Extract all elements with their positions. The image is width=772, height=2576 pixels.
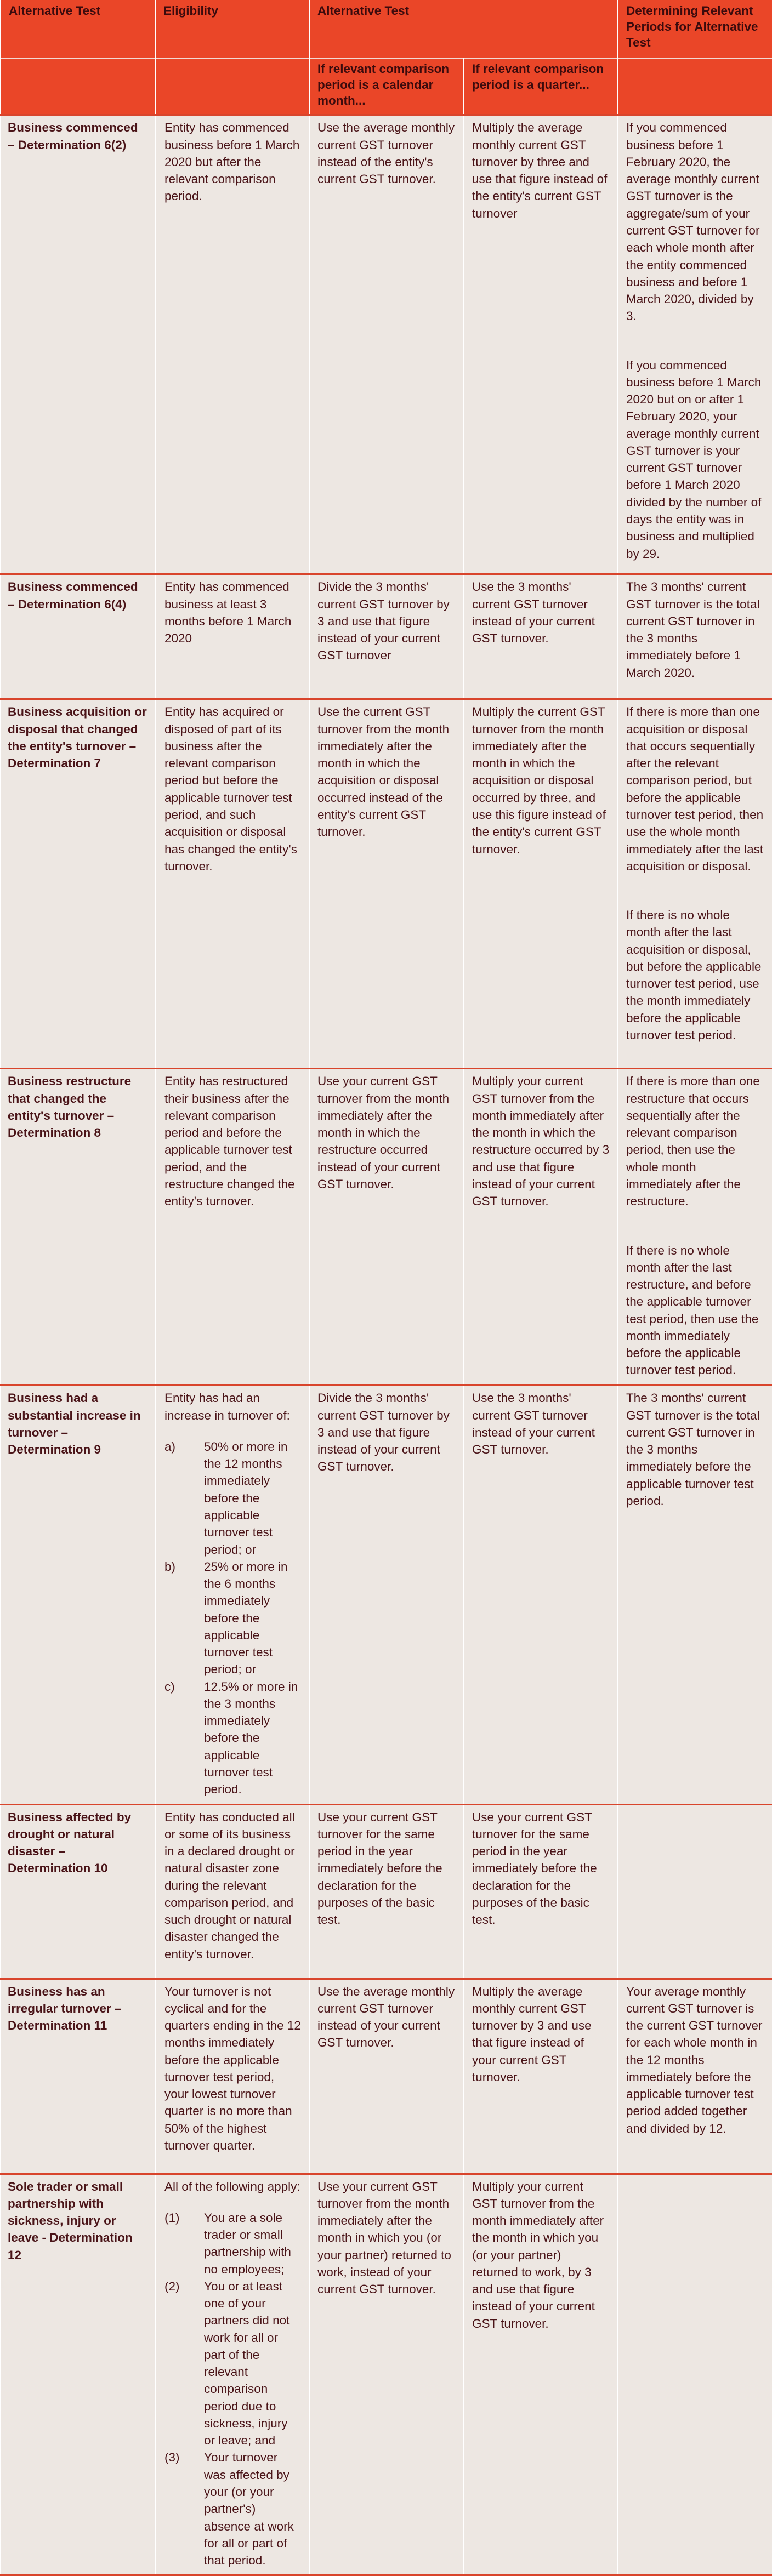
list-marker: (3) [164, 2450, 180, 2465]
row-eligibility [155, 2174, 309, 2575]
table-row [1, 1804, 772, 1979]
periods-paragraph: If you commenced business before 1 March 2020 but on or after 1 February 2020, your average monthly current GST turnover is your current GST turnover before 1 March 2020 divided by the number of days the entity was in business and multiplied by 29. [626, 358, 762, 561]
row-relevant-periods [618, 574, 772, 699]
list-text: 25% or more in the 6 months immediately before the applicable turnover test period; or [204, 1559, 288, 1677]
row-test-name: Business restructure that changed the entity's turnover – Determination 8 [1, 1069, 155, 1386]
row-relevant-periods [618, 1069, 772, 1386]
row-test-name: Business commenced – Determination 6(4) [1, 574, 155, 699]
row-relevant-periods [618, 2174, 772, 2575]
header-alternative-test: Alternative Test [1, 0, 155, 59]
subheader-empty-2 [155, 59, 309, 115]
row-quarterly-calc: Multiply the average monthly current GST turnover by 3 and use that figure instead of your current GST turnover. [464, 1979, 618, 2174]
table-row [1, 115, 772, 574]
header-relevant-periods: Determining Relevant Periods for Alternative Test [618, 0, 772, 59]
list-text: You are a sole trader or small partnership with no employees; [204, 2210, 291, 2276]
row-eligibility: Your turnover is not cyclical and for the quarters ending in the 12 months immediately before the applicable turnover test period, your lowest turnover quarter is no more than 50% of the highest turnover quarter. [155, 1979, 309, 2174]
table-row [1, 2174, 772, 2575]
header-alternative-test-calc: Alternative Test [309, 0, 618, 59]
list-item [164, 1558, 301, 1678]
periods-paragraph: If there is no whole month after the last acquisition or disposal, but before the applicable turnover test period, use the month immediately before the applicable turnover test period. [626, 908, 762, 1042]
list-item [164, 1678, 301, 1798]
row-eligibility: Entity has commenced business before 1 March 2020 but after the relevant comparison period. [155, 115, 309, 574]
row-monthly-calc: Use your current GST turnover from the month immediately after the month in which you (or your partner) returned to work, instead of your current GST turnover. [309, 2174, 464, 2575]
list-text: You or at least one of your partners did not work for all or part of the relevant comparison period due to sickness, injury or leave; and [204, 2279, 290, 2448]
list-marker: c) [164, 1679, 175, 1694]
periods-paragraph: The 3 months' current GST turnover is the total current GST turnover in the 3 months immediately before the applicable turnover test period. [626, 1391, 760, 1508]
eligibility-list [164, 2209, 301, 2569]
row-test-name: Sole trader or small partnership with sickness, injury or leave - Determination 12 [1, 2174, 155, 2575]
row-quarterly-calc: Use the 3 months' current GST turnover instead of your current GST turnover. [464, 1386, 618, 1804]
row-quarterly-calc: Use your current GST turnover for the same period in the year immediately before the declaration for the purposes of the basic test. [464, 1804, 618, 1979]
list-text: 50% or more in the 12 months immediately before the applicable turnover test period; or [204, 1439, 288, 1557]
row-relevant-periods [618, 699, 772, 1069]
row-monthly-calc: Use the average monthly current GST turnover instead of the entity's current GST turnover. [309, 115, 464, 574]
periods-paragraph: If there is no whole month after the last restructure, and before the applicable turnover test period, then use the month immediately before the applicable turnover test period. [626, 1243, 759, 1377]
list-item [164, 2209, 301, 2278]
table-row [1, 699, 772, 1069]
row-quarterly-calc: Multiply your current GST turnover from the month immediately after the month in which the restructure occurred by 3 and use that figure instead of your current GST turnover. [464, 1069, 618, 1386]
row-eligibility: Entity has conducted all or some of its business in a declared drought or natural disaster zone during the relevant comparison period, and such drought or natural disaster changed the entity's turnover. [155, 1804, 309, 1979]
row-monthly-calc: Divide the 3 months' current GST turnover by 3 and use that figure instead of your current GST turnover [309, 574, 464, 699]
list-text: 12.5% or more in the 3 months immediately before the applicable turnover test period. [204, 1679, 298, 1797]
row-test-name: Business affected by drought or natural disaster – Determination 10 [1, 1804, 155, 1979]
row-quarterly-calc: Multiply the average monthly current GST turnover by three and use that figure instead of the entity's current GST turnover [464, 115, 618, 574]
periods-paragraph: If there is more than one restructure that occurs sequentially after the relevant comparison period, then use the whole month immediately after the restructure. [626, 1074, 760, 1209]
row-monthly-calc: Use your current GST turnover for the same period in the year immediately before the declaration for the purposes of the basic test. [309, 1804, 464, 1979]
row-monthly-calc: Use the average monthly current GST turnover instead of your current GST turnover. [309, 1979, 464, 2174]
header-eligibility: Eligibility [155, 0, 309, 59]
row-test-name: Business had a substantial increase in turnover – Determination 9 [1, 1386, 155, 1804]
list-marker: a) [164, 1439, 176, 1454]
list-item [164, 2278, 301, 2449]
row-monthly-calc: Divide the 3 months' current GST turnover by 3 and use that figure instead of your current GST turnover. [309, 1386, 464, 1804]
row-relevant-periods [618, 1979, 772, 2174]
list-item [164, 2449, 301, 2569]
row-test-name: Business has an irregular turnover – Determination 11 [1, 1979, 155, 2174]
row-eligibility [155, 1386, 309, 1804]
periods-paragraph: The 3 months' current GST turnover is the total current GST turnover in the 3 months immediately before 1 March 2020. [626, 580, 760, 680]
subheader-empty-5 [618, 59, 772, 115]
row-quarterly-calc: Multiply the current GST turnover from the month immediately after the month in which the acquisition or disposal occurred by three, and use this figure instead of the entity's current GST turnover. [464, 699, 618, 1069]
eligibility-list [164, 1438, 301, 1798]
list-marker: b) [164, 1559, 176, 1574]
eligibility-intro: All of the following apply: [164, 2179, 300, 2193]
subheader-calendar-month: If relevant comparison period is a calendar month... [309, 59, 464, 115]
table-row [1, 1069, 772, 1386]
row-quarterly-calc: Use the 3 months' current GST turnover instead of your current GST turnover. [464, 574, 618, 699]
row-test-name: Business commenced – Determination 6(2) [1, 115, 155, 574]
subheader-empty-1 [1, 59, 155, 115]
row-test-name: Business acquisition or disposal that changed the entity's turnover – Determination 7 [1, 699, 155, 1069]
eligibility-intro: Entity has had an increase in turnover of: [164, 1391, 290, 1422]
row-quarterly-calc: Multiply your current GST turnover from the month immediately after the month in which you (or your partner) returned to work, by 3 and use that figure instead of your current GST turnover. [464, 2174, 618, 2575]
periods-paragraph: Your average monthly current GST turnover is the current GST turnover for each whole month in the 12 months immediately before the applicable turnover test period added together and divided by 12. [626, 1984, 763, 2135]
list-marker: (2) [164, 2279, 180, 2293]
periods-paragraph: If you commenced business before 1 February 2020, the average monthly current GST turnover is the aggregate/sum of your current GST turnover for each whole month after the entity commenced business and before 1 March 2020, divided by 3. [626, 121, 760, 323]
row-relevant-periods [618, 1804, 772, 1979]
list-text: Your turnover was affected by your (or your partner's) absence at work for all or part of that period. [204, 2450, 294, 2568]
row-eligibility: Entity has restructured their business after the relevant comparison period and before the applicable turnover test period, and the restructure changed the entity's turnover. [155, 1069, 309, 1386]
row-relevant-periods [618, 1386, 772, 1804]
row-relevant-periods [618, 115, 772, 574]
table-row [1, 574, 772, 699]
row-monthly-calc: Use your current GST turnover from the month immediately after the month in which the restructure occurred instead of your current GST turnover. [309, 1069, 464, 1386]
list-marker: (1) [164, 2210, 180, 2225]
list-item [164, 1438, 301, 1558]
row-monthly-calc: Use the current GST turnover from the month immediately after the month in which the acquisition or disposal occurred instead of the entity's current GST turnover. [309, 699, 464, 1069]
table-row [1, 1386, 772, 1804]
subheader-quarter: If relevant comparison period is a quarter... [464, 59, 618, 115]
table-row [1, 1979, 772, 2174]
row-eligibility: Entity has acquired or disposed of part of its business after the relevant comparison period but before the applicable turnover test period, and such acquisition or disposal has changed the entity's turnover. [155, 699, 309, 1069]
periods-paragraph: If there is more than one acquisition or disposal that occurs sequentially after the relevant comparison period, but before the applicable turnover test period, then use the whole month immediately after the last acquisition or disposal. [626, 705, 764, 873]
row-eligibility: Entity has commenced business at least 3 months before 1 March 2020 [155, 574, 309, 699]
header-row [1, 0, 772, 59]
subheader-row [1, 59, 772, 115]
